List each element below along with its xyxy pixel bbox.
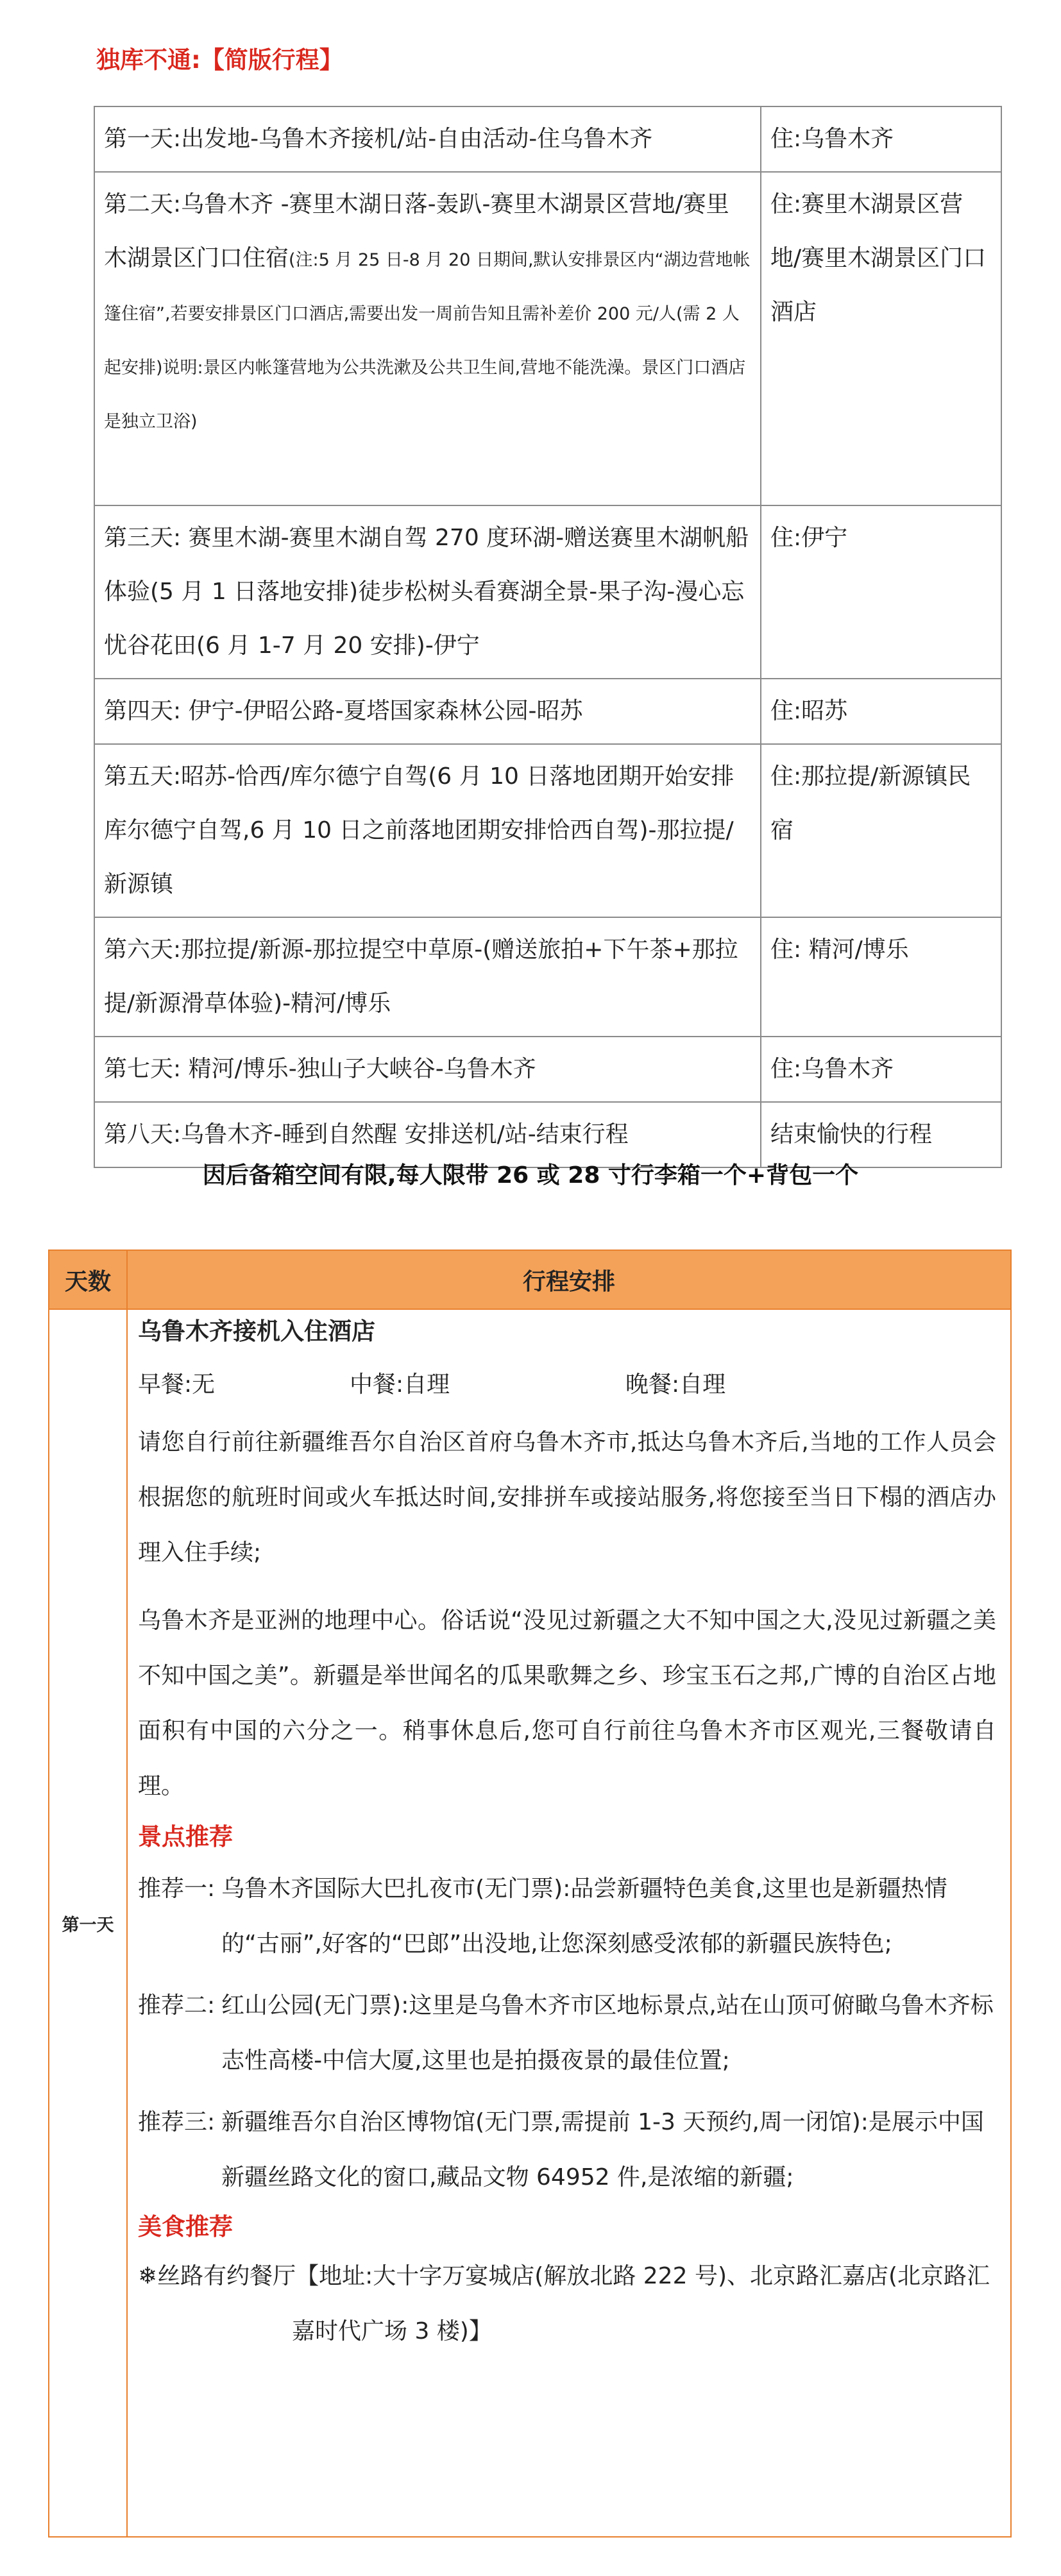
summary-route-cell: 第三天: 赛里木湖-赛里木湖自驾 270 度环湖-赠送赛里木湖帆船体验(5 月 1 日落地安排)徒步松树头看赛湖全景-果子沟-漫心忘忧谷花田(6 月 1-7 月 20 安排)-伊宁 — [94, 505, 761, 679]
sights-heading: 景点推荐 — [138, 1823, 233, 1851]
recommendation-item — [138, 2095, 996, 2205]
table-row — [94, 744, 1001, 917]
summary-stay-cell: 住:那拉提/新源镇民宿 — [761, 744, 1001, 917]
header-days: 天数 — [49, 1250, 127, 1309]
recommendation-text: 乌鲁木齐国际大巴扎夜市(无门票):品尝新疆特色美食,这里也是新疆热情的“古丽”,好客的“巴郎”出没地,让您深刻感受浓郁的新疆民族特色; — [221, 1876, 947, 1957]
day-label: 第一天 — [49, 1309, 127, 2537]
recommendation-item — [138, 1861, 996, 1972]
breakfast-text: 早餐:无 — [138, 1371, 216, 1398]
table-row — [94, 679, 1001, 744]
summary-route-cell: 第七天: 精河/博乐-独山子大峡谷-乌鲁木齐 — [94, 1037, 761, 1102]
recommendation-label: 推荐一: — [138, 1876, 216, 1902]
itinerary-table — [48, 1250, 1012, 2538]
summary-stay-cell: 住: 精河/博乐 — [761, 917, 1001, 1037]
table-row — [94, 106, 1001, 172]
summary-stay-cell: 住:伊宁 — [761, 505, 1001, 679]
luggage-note: 因后备箱空间有限,每人限带 26 或 28 寸行李箱一个+背包一个 — [202, 1162, 859, 1189]
table-row — [94, 172, 1001, 505]
summary-stay-cell: 住:昭苏 — [761, 679, 1001, 744]
summary-route-cell: 第四天: 伊宁-伊昭公路-夏塔国家森林公园-昭苏 — [94, 679, 761, 744]
summary-route-cell: 第八天:乌鲁木齐-睡到自然醒 安排送机/站-结束行程 — [94, 1102, 761, 1167]
summary-itinerary-table — [94, 106, 1002, 1168]
recommendation-item — [138, 1978, 996, 2089]
itinerary-header-row — [49, 1250, 1011, 1309]
food-heading: 美食推荐 — [138, 2213, 233, 2241]
summary-route-cell: 第六天:那拉提/新源-那拉提空中草原-(赠送旅拍+下午茶+那拉提/新源滑草体验)-精河/博乐 — [94, 917, 761, 1037]
day-title: 乌鲁木齐接机入住酒店 — [138, 1318, 375, 1345]
paragraph: 乌鲁木齐是亚洲的地理中心。俗话说“没见过新疆之大不知中国之大,没见过新疆之美不知中国之美”。新疆是举世闻名的瓜果歌舞之乡、珍宝玉石之邦,广博的自治区占地面积有中国的六分之一。稍事休息后,您可自行前往乌鲁木齐市区观光,三餐敬请自理。 — [138, 1607, 996, 1799]
summary-stay-cell: 住:乌鲁木齐 — [761, 106, 1001, 172]
summary-route-note: (注:5 月 25 日-8 月 20 日期间,默认安排景区内“湖边营地帐篷住宿”,若要安排景区门口酒店,需要出发一周前告知且需补差价 200 元/人(需 2 人起安排)说明:景区内帐篷营地为公共洗漱及公共卫生间,营地不能洗澡。景区门口酒店是独立卫浴) — [104, 250, 751, 432]
summary-route-cell — [94, 172, 761, 505]
recommendation-text: 红山公园(无门票):这里是乌鲁木齐市区地标景点,站在山顶可俯瞰乌鲁木齐标志性高楼-中信大厦,这里也是拍摄夜景的最佳位置; — [221, 1992, 994, 2074]
table-row — [49, 1309, 1011, 2537]
summary-route-text: 第二天:乌鲁木齐 -赛里木湖日落-轰趴-赛里木湖景区营地/赛里木湖景区门口住宿 — [104, 191, 729, 271]
table-row — [94, 505, 1001, 679]
recommendation-text: 新疆维吾尔自治区博物馆(无门票,需提前 1-3 天预约,周一闭馆):是展示中国新疆丝路文化的窗口,藏品文物 64952 件,是浓缩的新疆; — [221, 2109, 984, 2190]
page-title: 独库不通:【简版行程】 — [96, 46, 343, 74]
summary-stay-cell: 结束愉快的行程 — [761, 1102, 1001, 1167]
paragraph: 请您自行前往新疆维吾尔自治区首府乌鲁木齐市,抵达乌鲁木齐后,当地的工作人员会根据您的航班时间或火车抵达时间,安排拼车或接站服务,将您接至当日下榻的酒店办理入住手续; — [138, 1429, 996, 1566]
day-content — [127, 1309, 1011, 2537]
summary-route-cell: 第一天:出发地-乌鲁木齐接机/站-自由活动-住乌鲁木齐 — [94, 106, 761, 172]
recommendation-label: 推荐二: — [138, 1992, 216, 2019]
header-plan: 行程安排 — [127, 1250, 1011, 1309]
recommendation-label: 推荐三: — [138, 2109, 216, 2135]
table-row — [94, 917, 1001, 1037]
summary-route-cell: 第五天:昭苏-恰西/库尔德宁自驾(6 月 10 日落地团期开始安排库尔德宁自驾,6 月 10 日之前落地团期安排恰西自驾)-那拉提/新源镇 — [94, 744, 761, 917]
summary-stay-cell: 住:乌鲁木齐 — [761, 1037, 1001, 1102]
table-row — [94, 1037, 1001, 1102]
meals-row — [138, 1368, 996, 1402]
food-item: ❄丝路有约餐厅【地址:大十字万宴城店(解放北路 222 号)、北京路汇嘉店(北京路汇嘉时代广场 3 楼)】 — [138, 2263, 990, 2344]
lunch-text: 中餐:自理 — [350, 1371, 450, 1398]
summary-stay-cell: 住:赛里木湖景区营地/赛里木湖景区门口酒店 — [761, 172, 1001, 505]
dinner-text: 晚餐:自理 — [625, 1371, 726, 1398]
